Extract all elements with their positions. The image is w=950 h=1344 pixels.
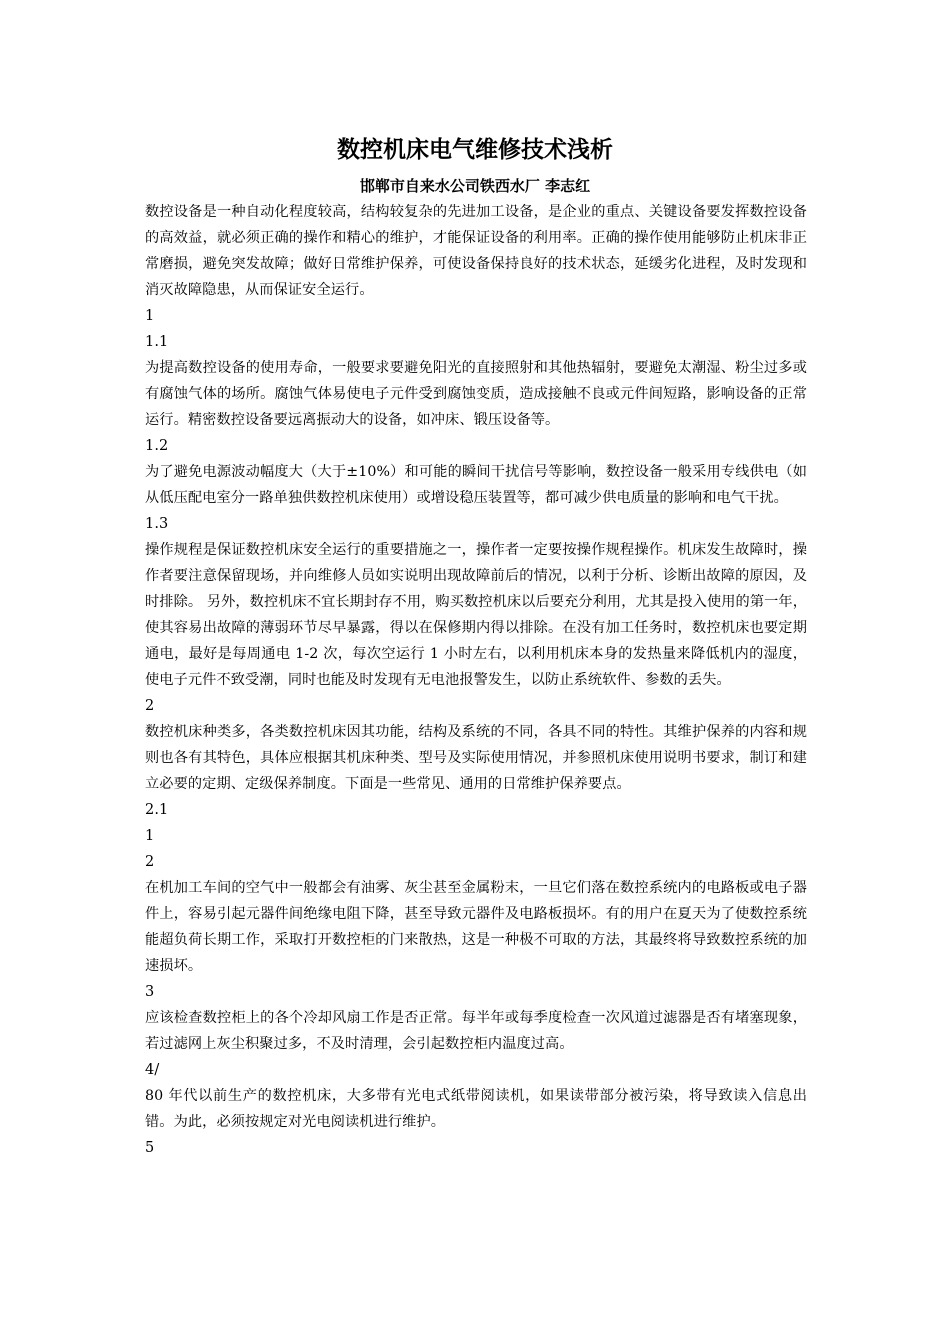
author-line: 邯郸市自来水公司铁西水厂 李志红 (359, 177, 591, 195)
section-number: 2 (145, 698, 155, 714)
section-number: 2 (145, 854, 155, 870)
section-number: 4/ (145, 1062, 160, 1078)
section-number: 1.3 (145, 516, 169, 532)
section-number: 1.2 (145, 438, 169, 454)
body-paragraph: 在机加工车间的空气中一般都会有油雾、灰尘甚至金属粉末，一旦它们落在数控系统内的电路板或电子器件上，容易引起元器件间绝缘电阻下降，甚至导致元器件及电路板损坏。有的用户在夏天为了使数控系统能超负荷长期工作，采取打开数控柜的门来散热，这是一种极不可取的方法，其最终将导致数控系统的加速损坏。 (145, 880, 807, 974)
body-paragraph: 应该检查数控柜上的各个冷却风扇工作是否正常。每半年或每季度检查一次风道过滤器是否有堵塞现象，若过滤网上灰尘积聚过多，不及时清理，会引起数控柜内温度过高。 (145, 1010, 807, 1052)
section-number: 2.1 (145, 802, 169, 818)
section-number: 3 (145, 984, 155, 1000)
section-number: 1 (145, 828, 155, 844)
body-paragraph: 80 年代以前生产的数控机床，大多带有光电式纸带阅读机，如果读带部分被污染，将导致读入信息出错。为此，必须按规定对光电阅读机进行维护。 (145, 1088, 807, 1130)
document-title: 数控机床电气维修技术浅析 (337, 137, 613, 163)
body-paragraph: 数控设备是一种自动化程度较高，结构较复杂的先进加工设备，是企业的重点、关键设备要发挥数控设备的高效益，就必须正确的操作和精心的维护，才能保证设备的利用率。正确的操作使用能够防止机床非正常磨损，避免突发故障；做好日常维护保养，可使设备保持良好的技术状态，延缓劣化进程，及时发现和消灭故障隐患，从而保证安全运行。 (145, 204, 807, 298)
body-paragraph: 操作规程是保证数控机床安全运行的重要措施之一，操作者一定要按操作规程操作。机床发生故障时，操作者要注意保留现场，并向维修人员如实说明出现故障前后的情况，以利于分析、诊断出故障的原因，及时排除。 另外，数控机床不宜长期封存不用，购买数控机床以后要充分利用，尤其是投入使用的第一年，使其容易出故障的薄弱环节尽早暴露，得以在保修期内得以排除。在没有加工任务时，数控机床也要定期通电，最好是每周通电 1-2 次，每次空运行 1 小时左右，以利用机床本身的发热量来降低机内的湿度，使电子元件不致受潮，同时也能及时发现有无电池报警发生，以防止系统软件、参数的丢失。 (145, 542, 807, 688)
body-paragraph: 为了避免电源波动幅度大（大于±10%）和可能的瞬间干扰信号等影响，数控设备一般采用专线供电（如从低压配电室分一路单独供数控机床使用）或增设稳压装置等，都可减少供电质量的影响和电气干扰。 (145, 464, 807, 506)
section-number: 1 (145, 308, 155, 324)
body-paragraph: 数控机床种类多，各类数控机床因其功能，结构及系统的不同，各具不同的特性。其维护保养的内容和规则也各有其特色，具体应根据其机床种类、型号及实际使用情况，并参照机床使用说明书要求，制订和建立必要的定期、定级保养制度。下面是一些常见、通用的日常维护保养要点。 (145, 724, 807, 792)
body-paragraph: 为提高数控设备的使用寿命，一般要求要避免阳光的直接照射和其他热辐射，要避免太潮湿、粉尘过多或有腐蚀气体的场所。腐蚀气体易使电子元件受到腐蚀变质，造成接触不良或元件间短路，影响设备的正常运行。精密数控设备要远离振动大的设备，如冲床、锻压设备等。 (145, 360, 807, 428)
section-number: 1.1 (145, 334, 169, 350)
section-number: 5 (145, 1140, 155, 1156)
document-body (145, 199, 807, 1161)
